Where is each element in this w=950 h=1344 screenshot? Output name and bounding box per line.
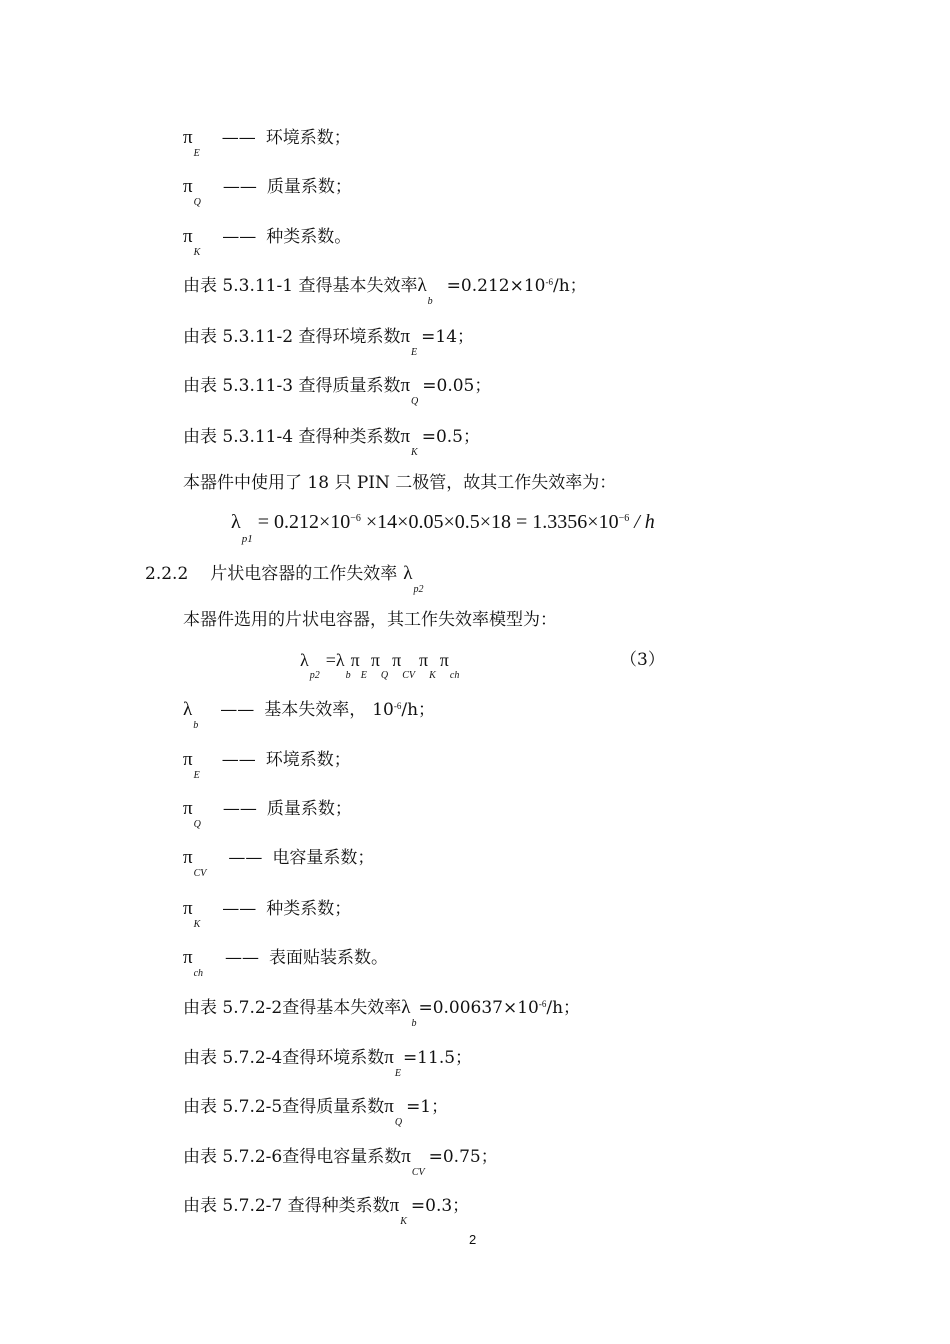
lookup-lambda-b: 由表 5.7.2-2查得基本失效率$\lambda_b=0.00637\times 10^{-6}/h$； [183, 997, 581, 1029]
definition-pi-ch: $\pi_{ch}——$ 表面贴装系数。 [183, 947, 389, 979]
lookup-pi-q: 由表 5.3.11-3 查得质量系数$\pi_Q=0.05$； [183, 375, 492, 407]
page-number: 2 [469, 1232, 477, 1247]
equation-lambda-p2: $\lambda_{p2}=\lambda_b\pi_E\pi_Q\pi_{CV}\pi_K\pi_{ch}$ [300, 650, 460, 681]
equation-number: （3） [620, 650, 665, 670]
lookup-pi-q: 由表 5.7.2-5查得质量系数$\pi_Q=1$； [183, 1096, 449, 1128]
definition-pi-k: $\pi_K——$ 种类系数。 [183, 226, 352, 258]
definition-pi-e: $\pi_E——$ 环境系数； [183, 749, 351, 781]
lookup-pi-e: 由表 5.3.11-2 查得环境系数$\pi_E=14$； [183, 326, 475, 358]
lookup-pi-e: 由表 5.7.2-4查得环境系数$\pi_E=11.5$； [183, 1047, 473, 1079]
lookup-pi-k: 由表 5.3.11-4 查得种类系数$\pi_K=0.5$； [183, 426, 480, 458]
definition-lambda-b: $\lambda_b——$ 基本失效率， $10^{-6}/h$； [183, 699, 436, 731]
pi-symbol: π [183, 127, 193, 148]
pi-symbol: π [183, 176, 193, 197]
definition-pi-q: $\pi_Q——$ 质量系数； [183, 798, 352, 830]
lookup-pi-cv: 由表 5.7.2-6查得电容量系数$\pi_{CV}=0.75$； [183, 1146, 498, 1178]
lookup-lambda-b: 由表 5.3.11-1 查得基本失效率$\lambda_b=0.212\times 10^{-6}/h$； [183, 275, 587, 307]
definition-pi-k: $\pi_K——$ 种类系数； [183, 898, 352, 930]
lookup-pi-k: 由表 5.7.2-7 查得种类系数$\pi_K=0.3$； [183, 1195, 470, 1227]
definition-pi-q: $\pi_Q——$ 质量系数； [183, 176, 352, 208]
paragraph-capacitor-model: 本器件选用的片状电容器，其工作失效率模型为： [183, 610, 557, 630]
equation-lambda-p1: $\lambda_{p1} = 0.212\times 10^{-6} \times 14\times 0.05\times 0.5\times 18 = 1.3356\times 10^{-6} / h$ [231, 511, 655, 545]
definition-pi-cv: $\pi_{CV}——$ 电容量系数； [183, 847, 375, 879]
paragraph-pin-diode: 本器件中使用了 18 只 PIN 二极管，故其工作失效率为： [183, 473, 617, 493]
section-heading: 2.2.2 片状电容器的工作失效率 $\lambda_{p2}$ [145, 563, 424, 595]
definition-pi-e: $\pi_E——$ 环境系数； [183, 127, 351, 159]
pi-symbol: π [183, 226, 193, 247]
